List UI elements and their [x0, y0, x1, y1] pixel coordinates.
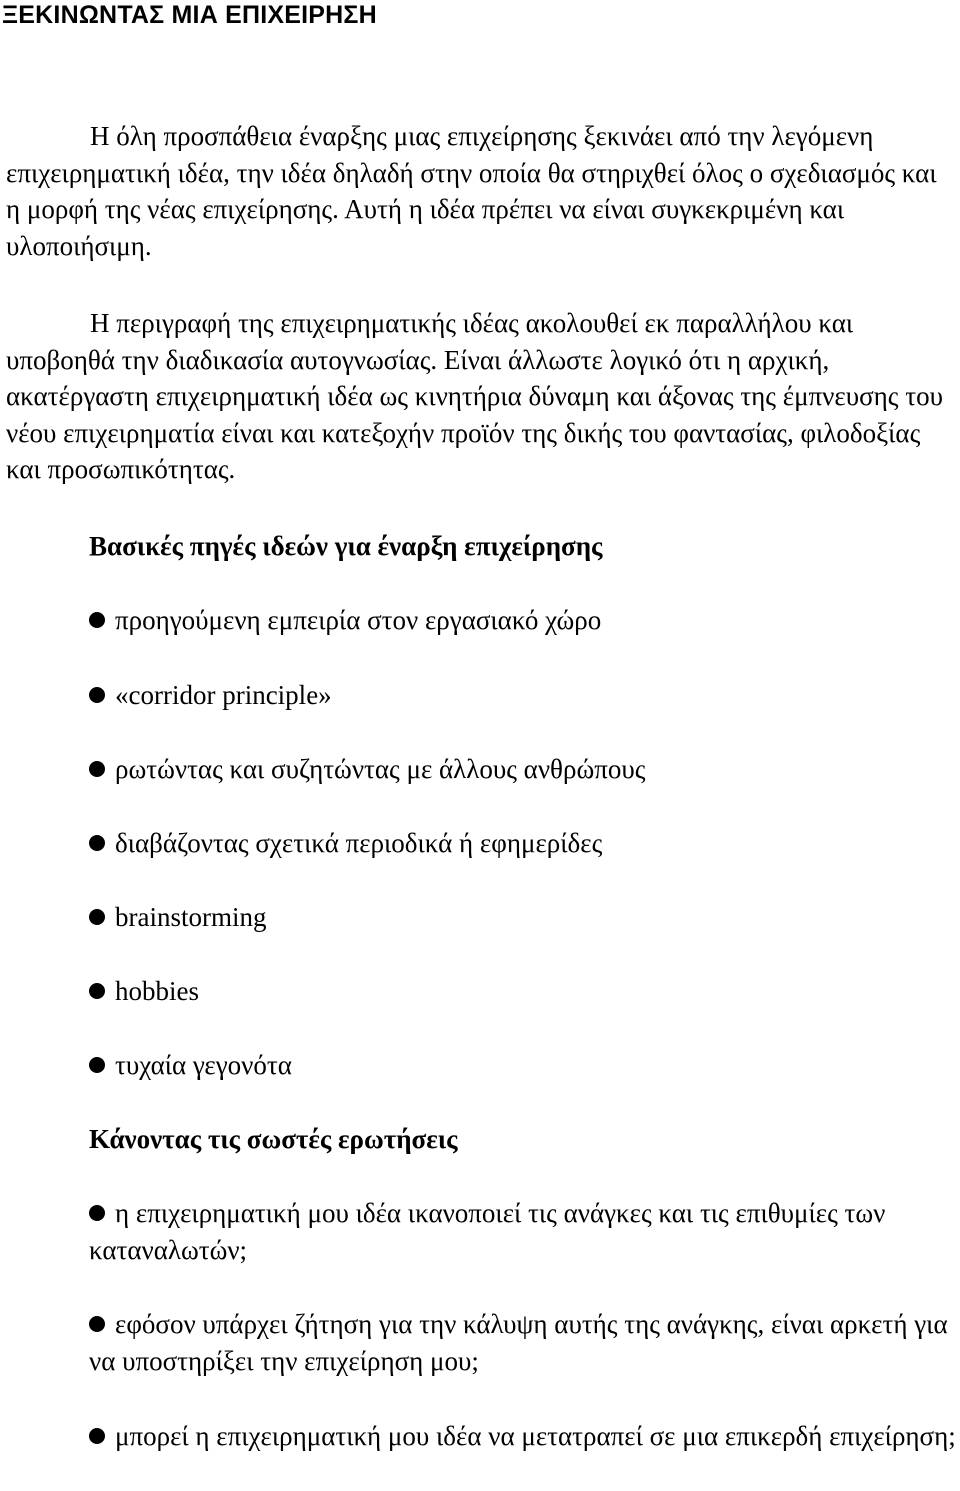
- bullet-icon: [89, 983, 105, 999]
- list-item-text: brainstorming: [115, 902, 267, 932]
- bullet-icon: [89, 1057, 105, 1073]
- list-item: [89, 899, 266, 935]
- bullet-icon: [89, 687, 105, 703]
- question-item: [89, 1306, 957, 1380]
- list-item: [89, 973, 199, 1009]
- bullet-icon: [89, 761, 105, 777]
- bullet-icon: [89, 1205, 105, 1221]
- question-text: η επιχειρηματική μου ιδέα ικανοποιεί τις ανάγκες και τις επιθυμίες των καταναλωτών;: [89, 1198, 886, 1265]
- list-item-text: προηγούμενη εμπειρία στον εργασιακό χώρο: [115, 605, 602, 635]
- question-text: μπορεί η επιχειρηματική μου ιδέα να μετατραπεί σε μια επικερδή επιχείρηση;: [115, 1421, 956, 1451]
- list-item-text: hobbies: [115, 976, 199, 1006]
- description-paragraph: Η περιγραφή της επιχειρηματικής ιδέας ακολουθεί εκ παραλλήλου και υποβοηθά την διαδικασία αυτογνωσίας. Είναι άλλωστε λογικό ότι η αρχική, ακατέργαστη επιχειρηματική ιδέα ως κινητήρια δύναμη και άξονας της έμπνευσης του νέου επιχειρηματία είναι και κατεξοχήν προϊόν της δικής του φαντασίας, φιλοδοξίας και προσωπικότητας.: [6, 308, 943, 484]
- intro-paragraph: Η όλη προσπάθεια έναρξης μιας επιχείρησης ξεκινάει από την λεγόμενη επιχειρηματική ιδέα, την ιδέα δηλαδή στην οποία θα στηριχθεί όλος ο σχεδιασμός και η μορφή της νέας επιχείρησης. Αυτή η ιδέα πρέπει να είναι συγκεκριμένη και υλοποιήσιμη.: [6, 121, 937, 261]
- list-item: [89, 1047, 292, 1083]
- list-item: [89, 602, 601, 638]
- question-text: εφόσον υπάρχει ζήτηση για την κάλυψη αυτής της ανάγκης, είναι αρκετή για να υποστηρίξει την επιχείρηση μου;: [89, 1309, 948, 1376]
- bullet-icon: [89, 835, 105, 851]
- bullet-icon: [89, 612, 105, 628]
- list-item-text: τυχαία γεγονότα: [115, 1050, 292, 1080]
- question-item: [89, 1418, 957, 1455]
- list-item-text: «corridor principle»: [115, 680, 332, 710]
- list-item: [89, 677, 332, 713]
- question-item: [89, 1195, 957, 1269]
- questions-heading: Κάνοντας τις σωστές ερωτήσεις: [89, 1124, 458, 1154]
- list-item: [89, 825, 602, 861]
- bullet-icon: [89, 1428, 105, 1444]
- sources-heading: Βασικές πηγές ιδεών για έναρξη επιχείρησης: [89, 531, 603, 561]
- bullet-icon: [89, 1316, 105, 1332]
- list-item-text: διαβάζοντας σχετικά περιοδικά ή εφημερίδες: [115, 828, 603, 858]
- document-title: ΞΕΚΙΝΩΝΤΑΣ ΜΙΑ ΕΠΙΧΕΙΡΗΣΗ: [2, 1, 377, 29]
- list-item-text: ρωτώντας και συζητώντας με άλλους ανθρώπους: [115, 754, 646, 784]
- list-item: [89, 751, 645, 787]
- bullet-icon: [89, 909, 105, 925]
